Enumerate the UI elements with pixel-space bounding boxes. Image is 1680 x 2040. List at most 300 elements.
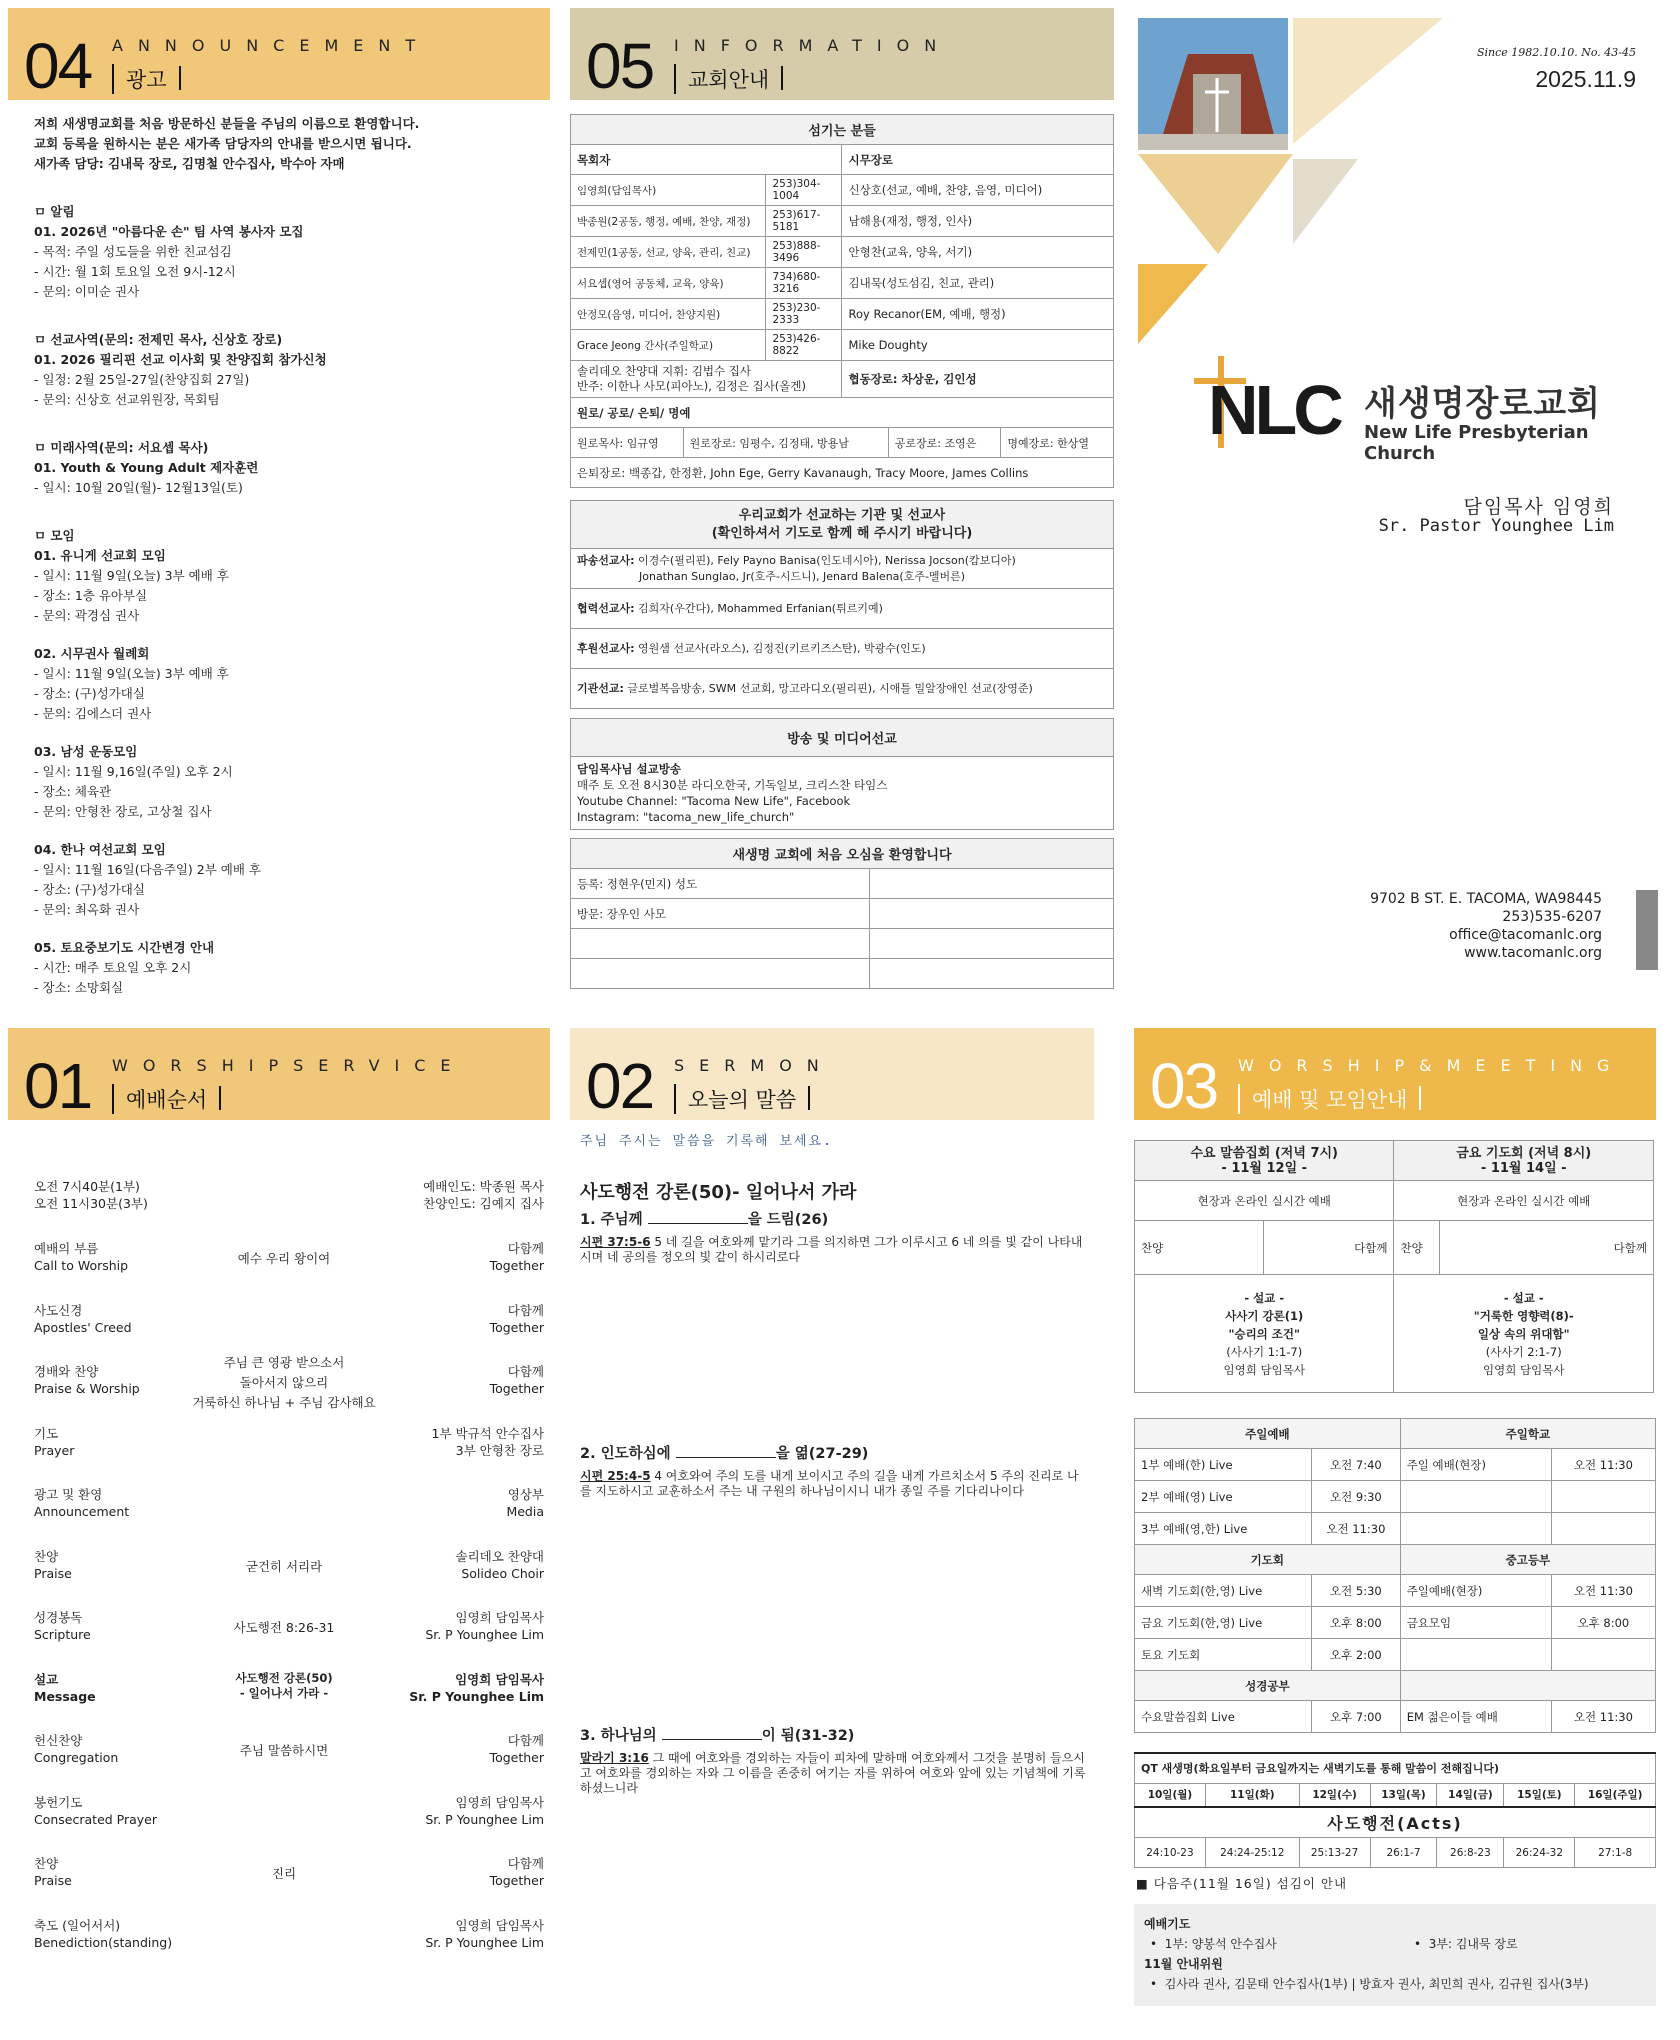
senior-pastor-english: Sr. Pastor Younghee Lim <box>1378 516 1614 536</box>
mission-row <box>571 589 1114 629</box>
item-detail: - 문의: 김에스더 권사 <box>34 706 152 721</box>
schedule-time: 오전 11:30 <box>1312 1513 1401 1545</box>
schedule-name <box>1400 1639 1551 1671</box>
schedule-name: 2부 예배(영) Live <box>1135 1481 1312 1513</box>
service-item <box>34 1609 544 1649</box>
item-content: 굳건히 서리라 <box>245 1558 323 1574</box>
pastor-name: 전제민(1공동, 선교, 양육, 관리, 친교) <box>571 237 766 268</box>
schedule-row <box>1135 1607 1656 1639</box>
item-detail: - 장소: 1층 유아부실 <box>34 588 148 603</box>
schedule-name: 3부 예배(영,한) Live <box>1135 1513 1312 1545</box>
schedule-row <box>1135 1449 1656 1481</box>
wednesday-date: - 11월 12일 - <box>1221 1160 1308 1176</box>
schedule-name: 주일 예배(현장) <box>1400 1449 1551 1481</box>
media-table <box>570 718 1114 830</box>
item-title: 01. Youth & Young Adult 제자훈련 <box>34 460 259 475</box>
cover-panel <box>1138 14 1658 974</box>
item-leader-english: Solideo Choir <box>461 1565 544 1581</box>
mission-label: 후원선교사: <box>577 641 635 655</box>
qt-day: 15일(토) <box>1504 1783 1575 1807</box>
church-name-korean: 새생명장로교회 <box>1364 384 1601 424</box>
media-line-1: 담임목사님 설교방송 <box>577 762 681 776</box>
elder-name: 남해용(재정, 행정, 인사) <box>842 206 1114 237</box>
logo-letters: NLC <box>1208 371 1340 449</box>
fill-in-blank[interactable] <box>648 1223 748 1224</box>
fill-in-blank[interactable] <box>662 1739 762 1740</box>
schedule-row <box>1135 1639 1656 1671</box>
friday-format: 현장과 온라인 실시간 예배 <box>1394 1181 1654 1221</box>
media-line-4: Instagram: "tacoma_new_life_church" <box>577 810 795 824</box>
point-heading-start: 3. 하나님의 <box>580 1728 662 1744</box>
media-title: 방송 및 미디어선교 <box>571 719 1114 757</box>
scripture <box>580 1469 1090 1499</box>
worship-times <box>34 1178 544 1218</box>
order-of-service <box>34 1240 544 1980</box>
item-title: 01. 2026년 "아름다운 손" 팀 사역 봉사자 모집 <box>34 224 304 239</box>
sermon-line: (사사기 1:1-7) <box>1226 1344 1303 1359</box>
friday-praise-value: 다함께 <box>1440 1221 1654 1275</box>
item-english: Apostles' Creed <box>34 1319 132 1335</box>
pastor-name: Grace Jeong 간사(주일학교) <box>571 330 766 361</box>
service-item <box>34 1794 544 1834</box>
pastor-phone: 253)230-2333 <box>766 299 842 330</box>
wednesday-praise-value: 다함께 <box>1264 1221 1394 1275</box>
prayer-1-text: 1부: 양봉석 안수집사 <box>1164 1937 1277 1951</box>
item-english: Scripture <box>34 1627 91 1642</box>
schedule-time: 오전 9:30 <box>1312 1481 1401 1513</box>
weekly-schedule-table <box>1134 1418 1656 1733</box>
square-bullet-icon: ■ <box>1136 1876 1154 1891</box>
intro-line: 새가족 담당: 김내묵 장로, 김명철 안수집사, 박수아 자매 <box>34 156 345 171</box>
media-line-3: Youtube Channel: "Tacoma New Life", Facebook <box>577 794 851 808</box>
section-number: 05 <box>586 30 654 102</box>
mission-line <box>577 641 1107 657</box>
welcome-visit: 방문: 장우인 사모 <box>571 899 870 929</box>
schedule-name <box>1400 1481 1551 1513</box>
pastor-name: 안정모(음영, 미디어, 찬양지원) <box>571 299 766 330</box>
category-heading: ㅁ 모임 <box>34 528 75 543</box>
item-leader: 임영희 담임목사 <box>455 1917 544 1933</box>
prayer-3-text: 3부: 김내묵 장로 <box>1428 1937 1518 1951</box>
item-korean: 경배와 찬양 <box>34 1364 99 1379</box>
section-kor-title: 교회안내 <box>674 64 783 94</box>
item-detail: - 일시: 11월 9,16일(주일) 오후 2시 <box>34 764 233 779</box>
honor-head: 원로/ 공로/ 은퇴/ 명예 <box>571 398 1114 428</box>
service-item <box>34 1355 544 1410</box>
staff-row <box>571 268 1114 299</box>
schedule-heading: 기도회 <box>1135 1545 1401 1575</box>
intro-line: 저희 새생명교회를 처음 방문하신 분들을 주님의 이름으로 환영합니다. <box>34 116 420 131</box>
mission-row <box>571 549 1114 589</box>
sermon-point <box>580 1212 1090 1265</box>
section-number: 02 <box>586 1050 654 1122</box>
fill-in-blank[interactable] <box>676 1457 776 1458</box>
staff-row <box>571 206 1114 237</box>
section-eng-title: SERMON <box>674 1056 834 1075</box>
qt-reading: 27:1-8 <box>1575 1838 1656 1868</box>
sermon-note-instruction: 주님 주시는 말씀을 기록해 보세요. <box>580 1134 833 1149</box>
item-leader: 다함께 <box>507 1302 544 1318</box>
schedule-row <box>1135 1671 1656 1701</box>
midweek-services-table <box>1134 1140 1654 1393</box>
schedule-row <box>1135 1545 1656 1575</box>
elder-name: 안형찬(교육, 양육, 서기) <box>842 237 1114 268</box>
section-eng-title: ANNOUNCEMENT <box>112 36 431 55</box>
mission-line <box>577 681 1107 697</box>
scripture-text: 5 네 길을 여호와께 맡기라 그를 의지하면 그가 이루시고 6 네 의를 빛 같이 나타내시며 네 공의를 정오의 빛 같이 하시리로다 <box>580 1235 1083 1264</box>
schedule-time: 오전 11:30 <box>1551 1575 1655 1607</box>
choir: 솔리데오 찬양대 지휘: 김법수 집사 <box>577 364 752 378</box>
ushers: • 김사라 권사, 김문태 안수집사(1부) | 방효자 권사, 최민희 권사, 김규원 집사(3부) <box>1150 1977 1589 1991</box>
schedule-name <box>1400 1513 1551 1545</box>
honor-elder: 원로목사: 임규영 <box>571 428 684 458</box>
sermon-line: "거룩한 영향력(8)- <box>1473 1308 1574 1323</box>
sermon-line: 일상 속의 위대함" <box>1477 1326 1570 1341</box>
qt-day: 14일(금) <box>1437 1783 1504 1807</box>
item-leader: 다함께 <box>507 1856 544 1871</box>
item-leader-english: Sr. P Younghee Lim <box>409 1688 544 1704</box>
pastor-phone: 253)426-8822 <box>766 330 842 361</box>
schedule-time <box>1551 1513 1655 1545</box>
missions-subtitle: (확인하셔서 기도로 함께 해 주시기 바랍니다) <box>711 525 973 541</box>
announcement-header <box>8 8 550 100</box>
section-eng-title: WORSHIPSERVICE <box>112 1056 466 1075</box>
staff-row <box>571 299 1114 330</box>
sermon-line: "승리의 조건" <box>1228 1326 1300 1341</box>
service-item <box>34 1425 544 1465</box>
servers-title: 섬기는 분들 <box>571 115 1114 145</box>
item-leader: 다함께 <box>507 1733 544 1748</box>
qt-reading: 24:24-25:12 <box>1205 1838 1299 1868</box>
staff-row <box>571 175 1114 206</box>
item-leader: 다함께 <box>507 1241 544 1256</box>
next-week-label: 다음주(11월 16일) 섬김이 안내 <box>1153 1876 1348 1891</box>
sermon-line: 임영희 담임목사 <box>1223 1362 1305 1377</box>
bulletin-date: 2025.11.9 <box>1535 66 1636 92</box>
service-item <box>34 1732 544 1772</box>
section-kor-title: 오늘의 말씀 <box>674 1084 810 1114</box>
welcome-table <box>570 838 1114 989</box>
scripture <box>580 1751 1090 1796</box>
elder-name: Roy Recanor(EM, 예배, 행정) <box>842 299 1114 330</box>
senior-pastor-korean: 담임목사 임영희 <box>1463 496 1614 518</box>
item-korean: 헌신찬양 <box>34 1733 83 1748</box>
mission-cell <box>571 589 1114 629</box>
sermon-point <box>580 1728 1090 1796</box>
sermon-title: 사도행전 강론(50)- 일어나서 가라 <box>580 1182 857 1203</box>
edge-bar <box>1636 890 1658 970</box>
friday-title: 금요 기도회 (저녁 8시) <box>1456 1145 1592 1161</box>
schedule-row <box>1135 1513 1656 1545</box>
point-heading-start: 1. 주님께 <box>580 1212 648 1228</box>
mission-row <box>571 629 1114 669</box>
elder-name: 김내묵(성도섬김, 친교, 관리) <box>842 268 1114 299</box>
category-heading: ㅁ 선교사역(문의: 전제민 목사, 신상호 장로) <box>34 332 283 347</box>
schedule-heading <box>1400 1671 1655 1701</box>
item-title: 04. 한나 여선교회 모임 <box>34 842 166 857</box>
sermon-line: 임영희 담임목사 <box>1483 1362 1565 1377</box>
item-title: 01. 유니게 선교회 모임 <box>34 548 166 563</box>
usher-head: 11월 안내위원 <box>1144 1957 1223 1971</box>
choir-accompany: 반주: 이한나 사모(피아노), 김정은 집사(올겐) <box>577 379 806 393</box>
service-time-1: 오전 7시40분(1부) <box>34 1179 140 1194</box>
schedule-row <box>1135 1419 1656 1449</box>
scripture-ref: 시편 25:4-5 <box>580 1469 651 1483</box>
item-detail: - 문의: 최옥화 권사 <box>34 902 140 917</box>
schedule-time: 오후 8:00 <box>1551 1607 1655 1639</box>
schedule-time: 오후 7:00 <box>1312 1701 1401 1733</box>
section-kor-title: 예배순서 <box>112 1084 221 1114</box>
item-leader: 임영희 담임목사 <box>455 1671 544 1687</box>
honor-elder: 명예장로: 한상열 <box>1001 428 1114 458</box>
item-detail: - 일정: 2월 25일-27일(찬양집회 27일) <box>34 372 250 387</box>
media-line-2: 매주 토 오전 8시30분 라디오한국, 기독일보, 크리스찬 타임스 <box>577 778 888 792</box>
point-heading-end: 이 됨(31-32) <box>761 1728 855 1744</box>
item-leader-english: Sr. P Younghee Lim <box>425 1627 544 1642</box>
service-item <box>34 1855 544 1895</box>
item-english: Message <box>34 1688 96 1704</box>
schedule-time: 오전 5:30 <box>1312 1575 1401 1607</box>
wednesday-format: 현장과 온라인 실시간 예배 <box>1135 1181 1394 1221</box>
mission-label: 협력선교사: <box>577 601 635 615</box>
prayer-1: • 1부: 양봉석 안수집사 <box>1150 1937 1277 1951</box>
ushers-text: 김사라 권사, 김문태 안수집사(1부) | 방효자 권사, 최민희 권사, 김규원 집사(3부) <box>1164 1977 1589 1991</box>
item-korean: 사도신경 <box>34 1302 83 1318</box>
schedule-row <box>1135 1481 1656 1513</box>
sermon-point <box>580 1446 1090 1499</box>
announcement-body <box>34 114 544 998</box>
meeting-header <box>1134 1028 1656 1120</box>
schedule-heading: 중고등부 <box>1400 1545 1655 1575</box>
item-leader: 임영희 담임목사 <box>455 1794 544 1810</box>
mission-line <box>577 601 1107 617</box>
item-content: 사도행전 8:26-31 <box>233 1620 335 1635</box>
honor-elder: 공로장로: 조영은 <box>888 428 1001 458</box>
section-kor-title: 예배 및 모임안내 <box>1238 1084 1421 1114</box>
item-korean: 찬양 <box>34 1548 59 1564</box>
elder-name: 신상호(선교, 예배, 찬양, 음영, 미디어) <box>842 175 1114 206</box>
schedule-name: 토요 기도회 <box>1135 1639 1312 1671</box>
point-heading-end: 을 드림(26) <box>747 1212 829 1228</box>
praise-leader: 찬양인도: 김예지 집사 <box>423 1196 544 1211</box>
item-english: Praise <box>34 1873 72 1888</box>
church-address <box>1370 890 1602 962</box>
section-number: 01 <box>24 1050 92 1122</box>
service-item <box>34 1671 544 1711</box>
welcome-intro <box>34 114 544 174</box>
item-leader: 임영희 담임목사 <box>455 1610 544 1625</box>
item-korean: 봉헌기도 <box>34 1794 83 1810</box>
item-detail: - 장소: (구)성가대실 <box>34 686 145 701</box>
elder-name: Mike Doughty <box>842 330 1114 361</box>
item-content: 사도행전 강론(50) - 일어나서 가라 - <box>235 1670 333 1700</box>
item-korean: 설교 <box>34 1671 59 1687</box>
section-number: 03 <box>1150 1050 1218 1122</box>
point-heading <box>580 1728 1090 1745</box>
service-item <box>34 1917 544 1957</box>
honor-elder: 원로장로: 임평수, 김정태, 방용남 <box>683 428 888 458</box>
qt-book: 사도행전(Acts) <box>1135 1807 1656 1838</box>
item-title: 03. 남성 운동모임 <box>34 744 138 759</box>
scripture-ref: 시편 37:5-6 <box>580 1235 651 1249</box>
schedule-heading: 주일예배 <box>1135 1419 1401 1449</box>
schedule-time: 오후 8:00 <box>1312 1607 1401 1639</box>
announcement-item <box>34 938 544 998</box>
item-leader-english: Together <box>489 1381 544 1396</box>
sermon-line: - 설교 - <box>1503 1290 1544 1305</box>
point-heading <box>580 1212 1090 1229</box>
wednesday-sermon <box>1135 1275 1394 1393</box>
item-detail: - 목적: 주일 성도들을 위한 친교섬김 <box>34 244 232 259</box>
schedule-heading: 성경공부 <box>1135 1671 1401 1701</box>
pastor-phone: 734)680-3216 <box>766 268 842 299</box>
schedule-row <box>1135 1701 1656 1733</box>
qt-day: 12일(수) <box>1299 1783 1370 1807</box>
wednesday-title: 수요 말씀집회 (저녁 7시) <box>1190 1145 1338 1161</box>
item-leader: 1부 박규석 안수집사 <box>431 1425 544 1441</box>
category-heading: ㅁ 미래사역(문의: 서요셉 목사) <box>34 440 209 455</box>
schedule-name: 주일예배(현장) <box>1400 1575 1551 1607</box>
pastors-head: 목회자 <box>571 145 842 175</box>
section-number: 04 <box>24 30 92 102</box>
item-title: 01. 2026 필리핀 선교 이사회 및 찬양집회 참가신청 <box>34 352 327 367</box>
item-korean: 예배의 부름 <box>34 1241 99 1256</box>
item-detail: - 장소: 소망회실 <box>34 980 124 995</box>
worship-leader: 예배인도: 박종원 목사 <box>423 1179 544 1194</box>
intro-line: 교회 등록을 원하시는 분은 새가족 담당자의 안내를 받으시면 됩니다. <box>34 136 412 151</box>
qt-table <box>1134 1752 1656 1868</box>
sermon-line: 사사기 강론(1) <box>1225 1308 1304 1323</box>
item-english: Prayer <box>34 1442 75 1458</box>
schedule-name: 새벽 기도회(한,영) Live <box>1135 1575 1312 1607</box>
item-detail: - 문의: 곽경심 권사 <box>34 608 140 623</box>
item-content: 진리 <box>271 1866 297 1881</box>
qt-reading: 26:1-7 <box>1370 1838 1437 1868</box>
address-street: 9702 B ST. E. TACOMA, WA98445 <box>1370 891 1602 907</box>
item-korean: 축도 (일어서서) <box>34 1917 121 1933</box>
sermon-line: (사사기 2:1-7) <box>1485 1344 1562 1359</box>
scripture <box>580 1235 1090 1265</box>
point-heading-end: 을 엶(27-29) <box>775 1446 869 1462</box>
mission-cell <box>571 669 1114 709</box>
item-english: Consecrated Prayer <box>34 1811 158 1827</box>
mission-text: 김희자(우간다), Mohammed Erfanian(튀르키예) <box>638 601 883 615</box>
item-content: 예수 우리 왕이여 <box>237 1251 331 1266</box>
item-korean: 찬양 <box>34 1856 59 1871</box>
announcement-item <box>34 644 544 724</box>
point-heading-start: 2. 인도하심에 <box>580 1446 676 1462</box>
schedule-time: 오전 7:40 <box>1312 1449 1401 1481</box>
elders-head: 시무장로 <box>842 145 1114 175</box>
service-time-3: 오전 11시30분(3부) <box>34 1196 148 1211</box>
associate-elders: 협동장로: 차상운, 김인성 <box>842 361 1114 398</box>
item-detail: - 시간: 매주 토요일 오후 2시 <box>34 960 192 975</box>
welcome-title: 새생명 교회에 처음 오심을 환영합니다 <box>571 839 1114 869</box>
item-detail: - 일시: 11월 16일(다음주일) 2부 예배 후 <box>34 862 261 877</box>
schedule-time: 오후 2:00 <box>1312 1639 1401 1671</box>
item-leader-english: Together <box>489 1319 544 1335</box>
qt-title: QT 새생명(화요일부터 금요일까지는 새벽기도를 통해 말씀이 전해집니다) <box>1135 1753 1656 1783</box>
address-email: office@tacomanlc.org <box>1449 927 1602 943</box>
scripture-text: 그 때에 여호와를 경외하는 자들이 피차에 말하매 여호와께서 그것을 분명히 들으시고 여호와를 경외하는 자와 그 이름을 존중히 여기는 자를 위하여 여호와 앞에 있는 기념책에 기록하셨느니라 <box>580 1751 1086 1795</box>
item-english: Announcement <box>34 1504 130 1519</box>
since-issue: Since 1982.10.10. No. 43-45 <box>1476 46 1636 59</box>
item-detail: - 장소: (구)성가대실 <box>34 882 145 897</box>
address-phone: 253)535-6207 <box>1502 909 1602 925</box>
item-leader: 영상부 <box>507 1487 544 1502</box>
item-detail: - 문의: 이미순 권사 <box>34 284 140 299</box>
mission-text: 글로벌복음방송, SWM 선교회, 망고라디오(필리핀), 시애틀 밀알장애인 선교(장영준) <box>627 681 1033 695</box>
schedule-name: 금요 기도회(한,영) Live <box>1135 1607 1312 1639</box>
retired-elders: 은퇴장로: 백종갑, 한정환, John Ege, Gerry Kavanaugh, Tracy Moore, James Collins <box>571 458 1114 488</box>
item-detail: - 일시: 11월 9일(오늘) 3부 예배 후 <box>34 568 229 583</box>
friday-sermon <box>1394 1275 1654 1393</box>
servers-table <box>570 114 1114 488</box>
qt-reading: 26:24-32 <box>1504 1838 1575 1868</box>
item-english: Benediction(standing) <box>34 1934 173 1950</box>
item-korean: 성경봉독 <box>34 1610 83 1625</box>
prayer-head: 예배기도 <box>1144 1917 1191 1931</box>
qt-day: 10일(월) <box>1135 1783 1206 1807</box>
pastor-name: 박종원(2공동, 행정, 예배, 찬양, 재정) <box>571 206 766 237</box>
service-item <box>34 1486 544 1526</box>
mission-cell <box>571 629 1114 669</box>
friday-date: - 11월 14일 - <box>1480 1160 1567 1176</box>
item-leader-english: Media <box>506 1504 544 1519</box>
prayer-3: • 3부: 김내묵 장로 <box>1414 1937 1518 1951</box>
wednesday-praise-label: 찬양 <box>1135 1221 1264 1275</box>
missions-title: 우리교회가 선교하는 기관 및 선교사 <box>738 507 946 523</box>
mission-cell <box>571 549 1114 589</box>
mission-label: 기관선교: <box>577 681 624 695</box>
item-leader-english: Sr. P Younghee Lim <box>425 1934 544 1950</box>
friday-praise-label: 찬양 <box>1394 1221 1440 1275</box>
item-english: Call to Worship <box>34 1258 129 1273</box>
schedule-name: 수요말씀집회 Live <box>1135 1701 1312 1733</box>
pastor-name: 서요셉(영어 공동체, 교육, 양육) <box>571 268 766 299</box>
schedule-time: 오전 11:30 <box>1551 1701 1655 1733</box>
category-heading: ㅁ 알림 <box>34 204 75 219</box>
mission-row <box>571 669 1114 709</box>
pastor-phone: 253)304-1004 <box>766 175 842 206</box>
qt-reading: 26:8-23 <box>1437 1838 1504 1868</box>
item-leader-english: Sr. P Younghee Lim <box>425 1811 544 1827</box>
item-content: 주님 말씀하시면 <box>239 1743 329 1758</box>
qt-day: 16일(주일) <box>1575 1783 1656 1807</box>
schedule-row <box>1135 1575 1656 1607</box>
item-leader-english: Together <box>489 1750 544 1765</box>
point-heading <box>580 1446 1090 1463</box>
item-korean: 광고 및 환영 <box>34 1487 103 1502</box>
church-name-english: New Life Presbyterian Church <box>1364 422 1589 464</box>
item-title: 02. 시무권사 월례회 <box>34 646 150 661</box>
mission-line <box>577 553 1107 569</box>
service-item <box>34 1240 544 1280</box>
address-website: www.tacomanlc.org <box>1464 945 1602 961</box>
schedule-name: 1부 예배(한) Live <box>1135 1449 1312 1481</box>
section-kor-title: 광고 <box>112 64 181 94</box>
item-leader-english: Together <box>489 1873 544 1888</box>
schedule-heading: 주일학교 <box>1400 1419 1655 1449</box>
item-english: Praise <box>34 1565 72 1581</box>
mission-text: 이경수(필리핀), Fely Payno Banisa(인도네시아), Nerissa Jocson(캄보디아) <box>638 553 1016 567</box>
mission-text-2: Jonathan Sunglao, Jr(호주-시드니), Jenard Balena(호주-멜버른) <box>639 569 966 583</box>
item-leader: 다함께 <box>507 1364 544 1379</box>
service-item <box>34 1302 544 1342</box>
cover-art-graphic <box>1138 14 1478 344</box>
section-eng-title: WORSHIP&MEETING <box>1238 1056 1625 1075</box>
item-detail: - 일시: 10월 20일(월)- 12월13일(토) <box>34 480 243 495</box>
